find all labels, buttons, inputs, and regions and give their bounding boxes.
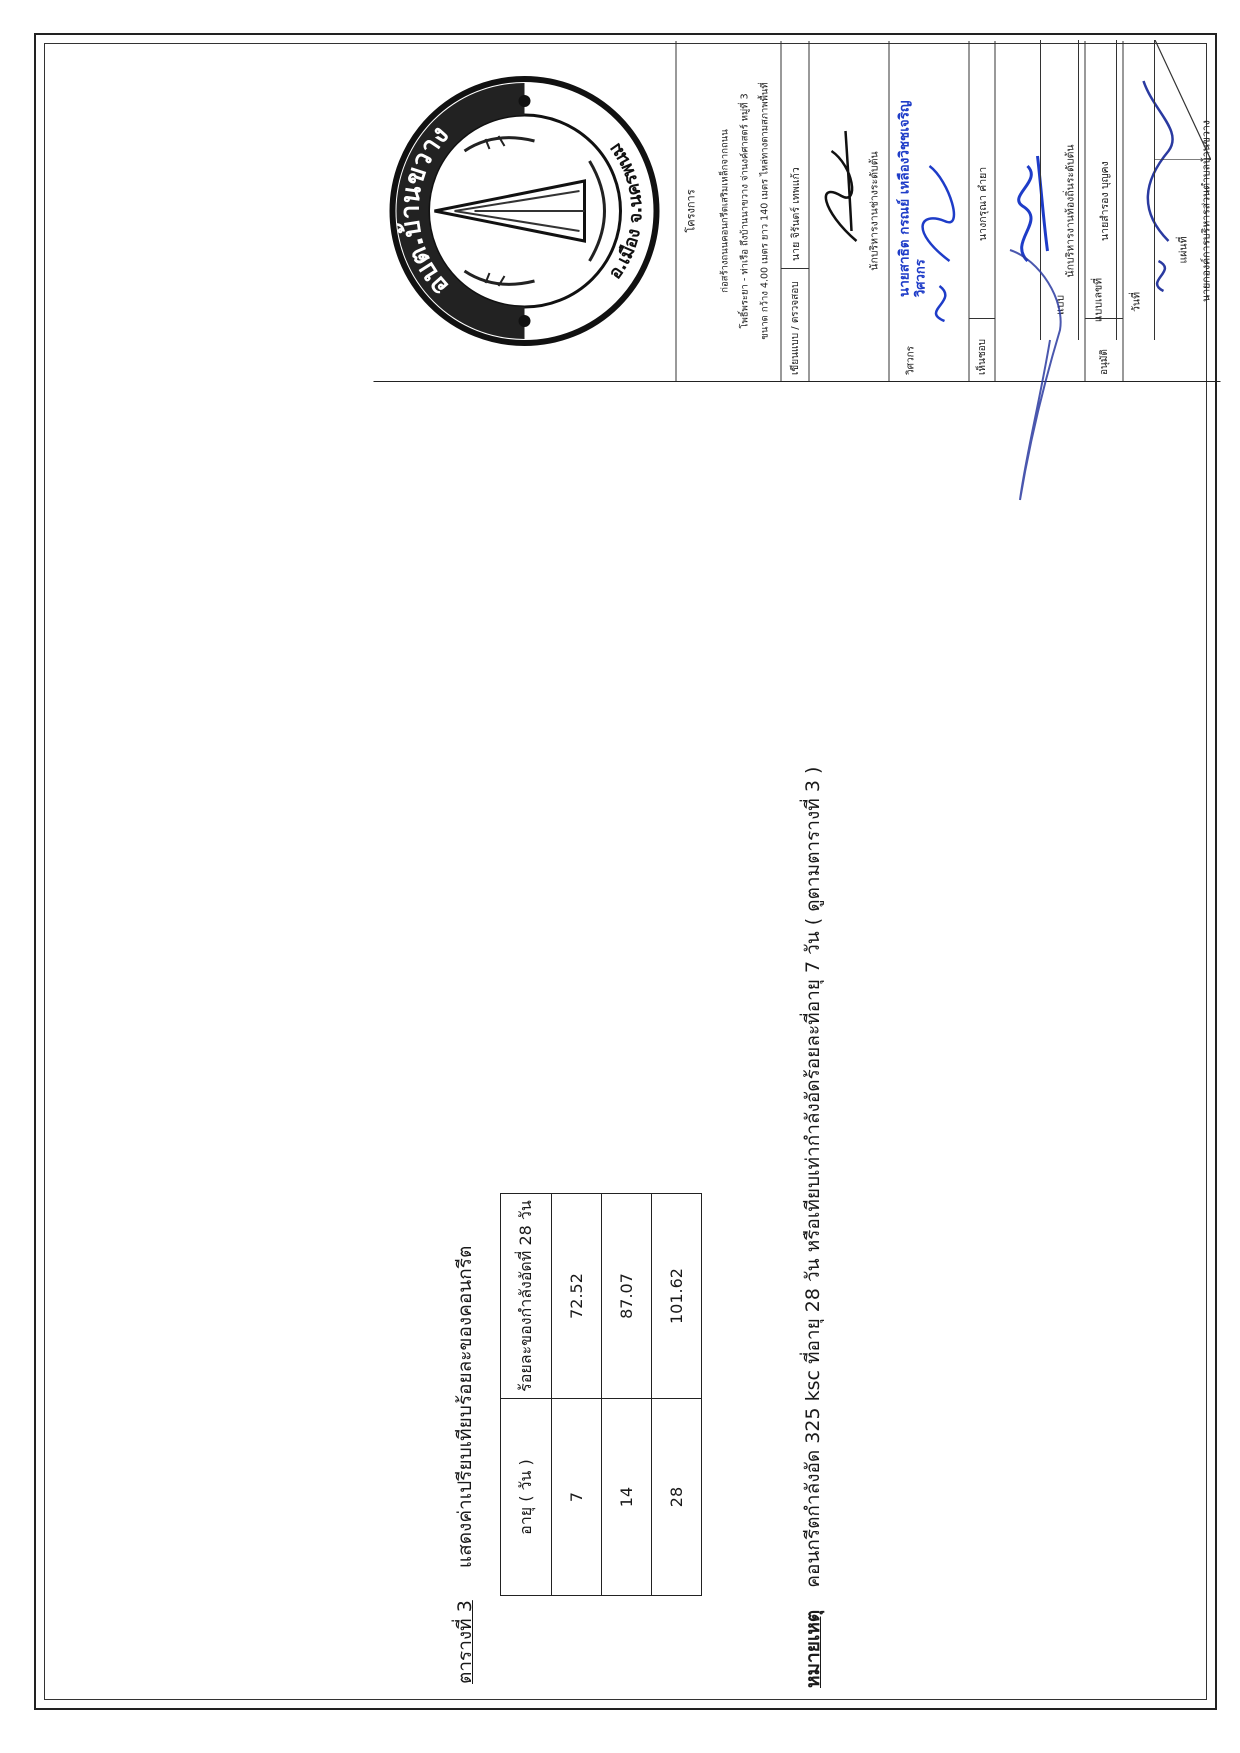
remark — [798, 767, 828, 1688]
project-line-1: ก่อสร้างถนนคอนกรีตเสริมเหล็กจากถนน — [719, 129, 731, 293]
approve-label: เห็นชอบ — [976, 339, 988, 375]
table-caption: แสดงค่าเปรียบเทียบร้อยละของคอนกรีต — [454, 1245, 476, 1569]
project-line-3: ขนาด กว้าง 4.00 เมตร ยาว 140 เมตร ไหล่ทางตามสภาพพื้นที่ — [759, 82, 771, 340]
svg-text:อ.เมือง จ.นครพนม — [605, 139, 647, 283]
permit-caption: นายกองค์การบริหารส่วนตำบลบ้านขวาง — [1200, 120, 1213, 302]
remark-text: คอนกรีตกำลังอัด 325 ksc ที่อายุ 28 วัน หรือเทียบเท่ากำลังอัดร้อยละที่อายุ 7 วัน ( ดูตามตารางที่ 3 ) — [802, 766, 824, 1588]
svg-text:อบต.บ้านขวาง — [395, 120, 455, 301]
divider — [782, 268, 809, 269]
table-title — [450, 1246, 480, 1684]
approve-caption: นักบริหารงานท้องถิ่นระดับต้น — [1064, 144, 1077, 278]
form-no-col — [1079, 40, 1117, 340]
table-number: ตารางที่ 3 — [454, 1600, 476, 1684]
sheet-diagonal-icon — [1155, 40, 1211, 160]
project-line-2: โพธิ์พระยา - ท่าเรือ ถึงบ้านนาขวาง จ่านงค์ศาสตร์ หมู่ที่ 3 — [739, 93, 751, 329]
cell-percent: 87.07 — [602, 1194, 652, 1399]
table-header-row — [501, 1194, 552, 1596]
signature-drawn — [812, 41, 872, 381]
engineer-stamp-sub: วิศวกร — [913, 259, 929, 297]
drawn-label: เขียนแบบ / ตรวจสอบ — [789, 281, 801, 375]
logo-cell — [374, 41, 677, 381]
header-age: อายุ ( วัน ) — [501, 1399, 552, 1596]
table-row — [552, 1194, 602, 1596]
header-percent: ร้อยละของกำลังอัดที่ 28 วัน — [501, 1194, 552, 1399]
cell-age: 14 — [602, 1399, 652, 1596]
cell-age: 7 — [552, 1399, 602, 1596]
logo-text: อบต.บ้านขวาง — [395, 120, 456, 302]
logo-text-bottom: อ.เมือง จ.นครพนม — [604, 138, 647, 284]
project-label: โครงการ — [684, 189, 698, 233]
approve-name: นางกรุณา คำยา — [976, 166, 989, 241]
sheet-info-block — [1040, 40, 1210, 340]
permit-name: นายสำรอง บุญคง — [1098, 161, 1111, 241]
drawn-caption: นักบริหารงานช่างระดับต้น — [868, 151, 881, 271]
engineer-label: วิศวกร — [905, 345, 917, 375]
table-row — [652, 1194, 702, 1596]
strength-table — [500, 1193, 702, 1596]
cell-percent: 72.52 — [552, 1194, 602, 1399]
sheet-col — [1155, 40, 1211, 340]
project-cell — [677, 41, 782, 381]
seal-logo-icon — [385, 71, 665, 351]
cell-age: 28 — [652, 1399, 702, 1596]
form-col — [1041, 40, 1079, 340]
form-label: แบบ — [1054, 294, 1066, 316]
engineer-stamp: นายสาธิต กรณย์ เหลืองวิชชเจริญ — [896, 100, 913, 297]
drawn-by-row — [782, 41, 810, 381]
sheet-label: แผ่นที่ — [1177, 236, 1190, 264]
permit-label: อนุมัติ — [1098, 349, 1110, 375]
remark-label: หมายเหตุ — [802, 1609, 824, 1688]
date-col — [1117, 40, 1155, 340]
drawn-name: นาย จิรันตร์ เทพแก้ว — [789, 167, 802, 261]
date-label: วันที่ — [1130, 292, 1142, 312]
cell-percent: 101.62 — [652, 1194, 702, 1399]
table-row — [602, 1194, 652, 1596]
form-no-label: แบบเลขที่ — [1092, 277, 1104, 323]
drawn-signature-cell — [810, 41, 890, 381]
